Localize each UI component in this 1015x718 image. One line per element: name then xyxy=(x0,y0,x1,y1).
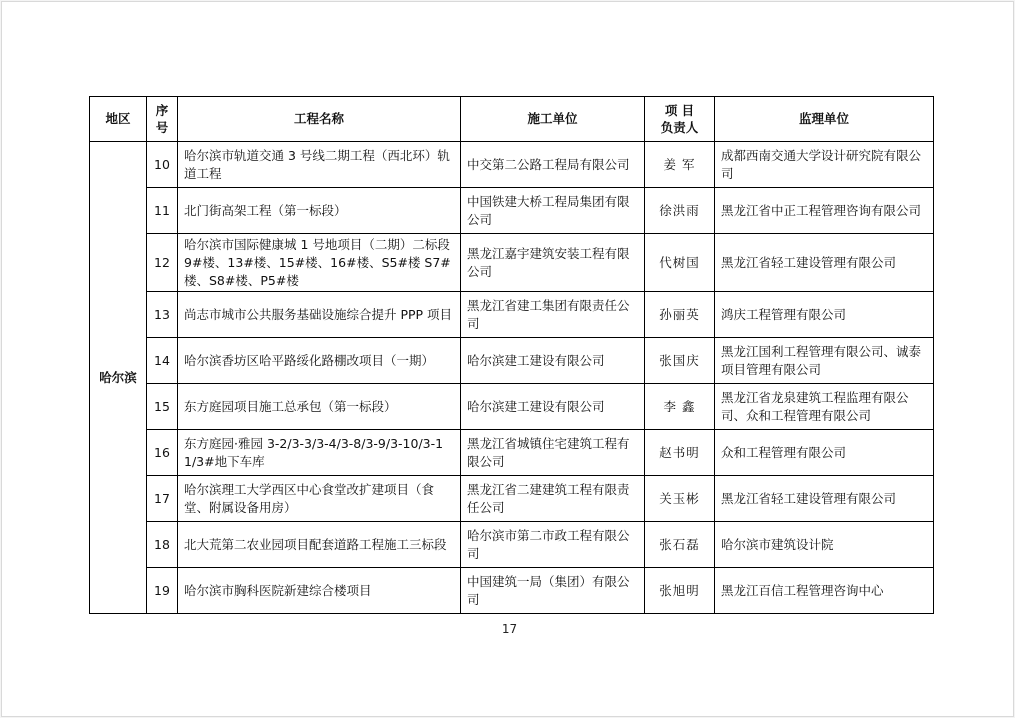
builder-cell: 黑龙江省二建建筑工程有限责任公司 xyxy=(461,476,645,522)
builder-cell: 中国铁建大桥工程局集团有限公司 xyxy=(461,188,645,234)
seq-cell: 14 xyxy=(147,338,178,384)
table-row xyxy=(90,292,934,338)
table-header-row xyxy=(90,97,934,142)
manager-cell: 赵书明 xyxy=(645,430,715,476)
project-cell: 东方庭园项目施工总承包（第一标段） xyxy=(178,384,461,430)
manager-cell: 李 鑫 xyxy=(645,384,715,430)
table-row xyxy=(90,568,934,614)
seq-cell: 13 xyxy=(147,292,178,338)
supervisor-cell: 黑龙江省中正工程管理咨询有限公司 xyxy=(715,188,934,234)
project-cell: 哈尔滨市国际健康城 1 号地项目（二期）二标段 9#楼、13#楼、15#楼、16#楼、S5#楼 S7#楼、S8#楼、P5#楼 xyxy=(178,234,461,292)
page-number: 17 xyxy=(501,622,518,636)
project-cell: 北大荒第二农业园项目配套道路工程施工三标段 xyxy=(178,522,461,568)
supervisor-cell: 黑龙江省龙泉建筑工程监理有限公司、众和工程管理有限公司 xyxy=(715,384,934,430)
header-region: 地区 xyxy=(90,97,147,142)
builder-cell: 中交第二公路工程局有限公司 xyxy=(461,142,645,188)
project-cell: 尚志市城市公共服务基础设施综合提升 PPP 项目 xyxy=(178,292,461,338)
manager-cell: 徐洪雨 xyxy=(645,188,715,234)
header-project: 工程名称 xyxy=(178,97,461,142)
manager-cell: 孙丽英 xyxy=(645,292,715,338)
table-row xyxy=(90,188,934,234)
project-cell: 哈尔滨市胸科医院新建综合楼项目 xyxy=(178,568,461,614)
region-cell: 哈尔滨 xyxy=(90,142,147,614)
project-cell: 东方庭园·雅园 3-2/3-3/3-4/3-8/3-9/3-10/3-11/3#地下车库 xyxy=(178,430,461,476)
supervisor-cell: 黑龙江国利工程管理有限公司、诚泰项目管理有限公司 xyxy=(715,338,934,384)
table-row xyxy=(90,522,934,568)
manager-cell: 代树国 xyxy=(645,234,715,292)
header-manager: 项 目 负责人 xyxy=(645,97,715,142)
seq-cell: 10 xyxy=(147,142,178,188)
supervisor-cell: 哈尔滨市建筑设计院 xyxy=(715,522,934,568)
supervisor-cell: 黑龙江省轻工建设管理有限公司 xyxy=(715,234,934,292)
seq-cell: 16 xyxy=(147,430,178,476)
seq-cell: 15 xyxy=(147,384,178,430)
header-seq xyxy=(147,97,178,142)
builder-cell: 黑龙江嘉宇建筑安装工程有限公司 xyxy=(461,234,645,292)
project-table xyxy=(89,96,934,614)
seq-cell: 19 xyxy=(147,568,178,614)
document-page xyxy=(1,1,1014,717)
table-row xyxy=(90,338,934,384)
supervisor-cell: 鸿庆工程管理有限公司 xyxy=(715,292,934,338)
header-builder: 施工单位 xyxy=(461,97,645,142)
seq-cell: 18 xyxy=(147,522,178,568)
builder-cell: 黑龙江省城镇住宅建筑工程有限公司 xyxy=(461,430,645,476)
project-cell: 哈尔滨理工大学西区中心食堂改扩建项目（食堂、附属设备用房） xyxy=(178,476,461,522)
project-cell: 北门街高架工程（第一标段） xyxy=(178,188,461,234)
builder-cell: 哈尔滨建工建设有限公司 xyxy=(461,384,645,430)
builder-cell: 黑龙江省建工集团有限责任公司 xyxy=(461,292,645,338)
manager-cell: 关玉彬 xyxy=(645,476,715,522)
builder-cell: 哈尔滨市第二市政工程有限公司 xyxy=(461,522,645,568)
manager-cell: 张国庆 xyxy=(645,338,715,384)
supervisor-cell: 黑龙江百信工程管理咨询中心 xyxy=(715,568,934,614)
manager-cell: 张旭明 xyxy=(645,568,715,614)
seq-cell: 17 xyxy=(147,476,178,522)
table-row xyxy=(90,142,934,188)
supervisor-cell: 成都西南交通大学设计研究院有限公司 xyxy=(715,142,934,188)
header-supervisor: 监理单位 xyxy=(715,97,934,142)
project-cell: 哈尔滨香坊区哈平路绥化路棚改项目（一期） xyxy=(178,338,461,384)
builder-cell: 中国建筑一局（集团）有限公司 xyxy=(461,568,645,614)
manager-cell: 张石磊 xyxy=(645,522,715,568)
table-row xyxy=(90,234,934,292)
seq-cell: 12 xyxy=(147,234,178,292)
supervisor-cell: 黑龙江省轻工建设管理有限公司 xyxy=(715,476,934,522)
table-row xyxy=(90,476,934,522)
builder-cell: 哈尔滨建工建设有限公司 xyxy=(461,338,645,384)
seq-cell: 11 xyxy=(147,188,178,234)
manager-cell: 姜 军 xyxy=(645,142,715,188)
table-row xyxy=(90,384,934,430)
supervisor-cell: 众和工程管理有限公司 xyxy=(715,430,934,476)
header-seq-text: 序号 xyxy=(155,103,169,135)
project-cell: 哈尔滨市轨道交通 3 号线二期工程（西北环）轨道工程 xyxy=(178,142,461,188)
table-row xyxy=(90,430,934,476)
